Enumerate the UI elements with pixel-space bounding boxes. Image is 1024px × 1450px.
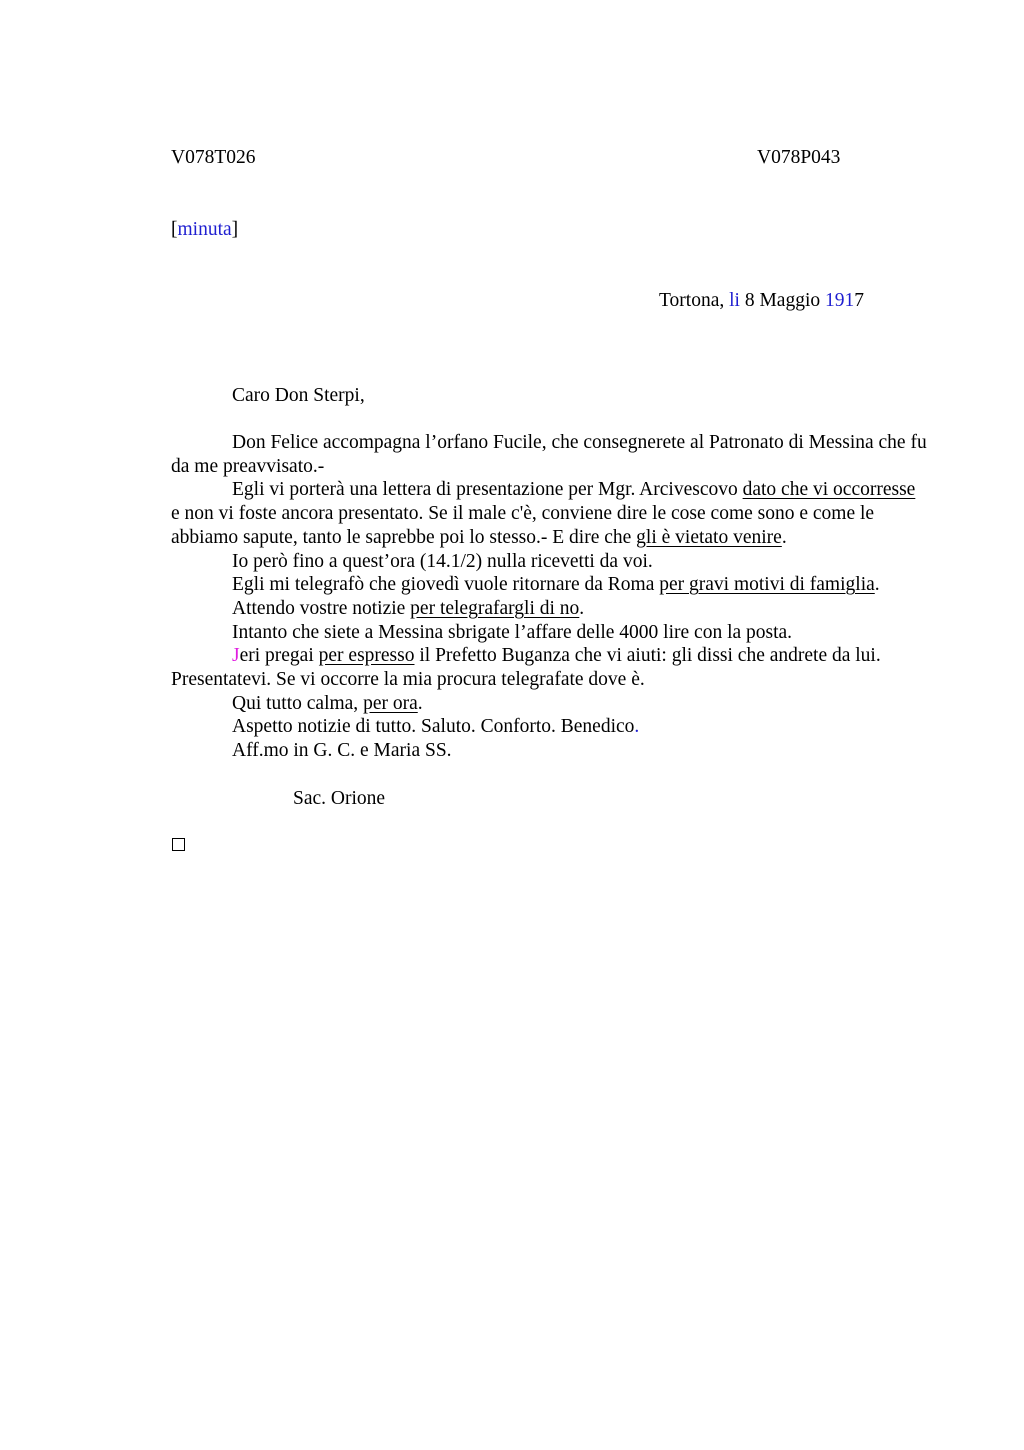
paragraph-4-text: Egli mi telegrafò che giovedì vuole ritornare da Roma (232, 574, 660, 596)
paragraph-6: Intanto che siete a Messina sbrigate l’affare delle 4000 lire con la posta. (232, 621, 793, 643)
dateline-year-prefix: 191 (825, 290, 855, 311)
paragraph-8-text: Qui tutto calma, (232, 692, 364, 714)
annotation-close-bracket: ] (231, 219, 239, 240)
annotation-open-bracket: [ (171, 219, 178, 240)
paragraph-5-underline: per telegrafargli di no (410, 597, 580, 619)
archive-code-right: V078P043 (757, 147, 841, 168)
paragraph-9 (171, 715, 927, 739)
paragraph-2-underline-1: dato che vi occorresse (742, 479, 916, 501)
paragraph-5-text: Attendo vostre notizie (232, 597, 411, 619)
paragraph-7-initial: J (232, 645, 240, 667)
paragraph-4 (171, 573, 927, 597)
paragraph-2-underline-2: gli è vietato venire (636, 526, 782, 548)
paragraph-10: Aff.mo in G. C. e Maria SS. (232, 740, 452, 762)
paragraph-7-text-a: eri pregai (239, 645, 319, 667)
paragraph-1: Don Felice accompagna l’orfano Fucile, che consegnerete al Patronato di Messina che fu da me preavvisato.- (171, 432, 927, 477)
paragraph-2-end: . (781, 526, 787, 548)
empty-square-icon (172, 838, 185, 851)
paragraph-9-end: . (634, 716, 640, 738)
paragraph-5-end: . (579, 597, 585, 619)
draft-annotation (171, 218, 238, 242)
archive-code-left: V078T026 (171, 147, 256, 168)
paragraph-9-text: Aspetto notizie di tutto. Saluto. Conforto. Benedico (232, 716, 635, 738)
signature: Sac. Orione (293, 788, 386, 809)
dateline-li: li (729, 290, 740, 311)
paragraph-2 (171, 478, 927, 549)
dateline-year-suffix: 7 (854, 290, 865, 311)
paragraph-8-end: . (417, 692, 423, 714)
annotation-label: minuta (177, 219, 232, 240)
dateline-place: Tortona, (659, 290, 730, 311)
paragraph-8 (171, 692, 927, 716)
dateline (659, 289, 864, 313)
paragraph-5 (171, 597, 927, 621)
paragraph-7-text-b: il Prefetto Buganza che vi aiuti: gli dissi che andrete da lui. Presentatevi. Se vi occorre la mia procura telegrafate dove è. (171, 645, 881, 691)
paragraph-4-underline: per gravi motivi di famiglia (659, 574, 875, 596)
paragraph-2-text-b: e non vi foste ancora presentato. Se il male c'è, conviene dire le cose come sono e come le abbiamo sapute, tanto le saprebbe poi lo stesso.- E dire che (171, 503, 875, 548)
paragraph-7-underline: per espresso (318, 645, 415, 667)
paragraph-8-underline: per ora (363, 692, 418, 714)
letter-greeting: Caro Don Sterpi, (232, 385, 365, 406)
letter-body (171, 431, 927, 763)
paragraph-2-text-a: Egli vi porterà una lettera di presentazione per Mgr. Arcivescovo (232, 479, 743, 501)
dateline-day-month: 8 Maggio (739, 290, 826, 311)
paragraph-3: Io però fino a quest’ora (14.1/2) nulla ricevetti da voi. (232, 550, 653, 572)
paragraph-4-end: . (874, 574, 880, 596)
paragraph-7 (171, 644, 927, 691)
